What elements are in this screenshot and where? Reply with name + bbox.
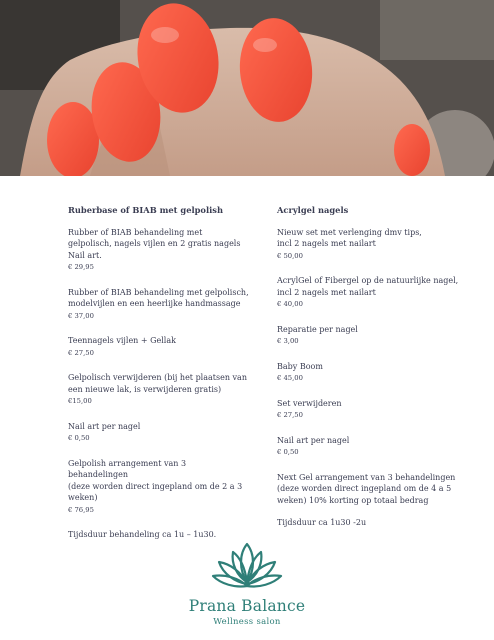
treatment-price: € 0,50: [68, 434, 90, 442]
price-item: [68, 335, 268, 359]
treatment-name: Nail art per nagel: [68, 421, 141, 431]
price-item: [277, 324, 477, 348]
brand-tagline: Wellness salon: [213, 617, 281, 627]
treatment-price: € 45,00: [277, 374, 303, 382]
section-heading: Ruberbase of BIAB met gelpolish: [68, 205, 223, 215]
treatment-name: Reparatie per nagel: [277, 324, 358, 334]
treatment-price: € 27,50: [68, 348, 94, 357]
nail-shape: [394, 124, 430, 176]
price-item: [277, 361, 477, 385]
hero-photo: [0, 0, 494, 176]
price-item: [277, 275, 477, 311]
price-item: [277, 227, 477, 263]
treatment-price: € 37,00: [68, 311, 94, 320]
treatment-name: Baby Boom: [277, 361, 323, 371]
treatment-name: Rubber of BIAB behandeling met gelpolisch, nagels vijlen en 2 gratis nagels Nail art.: [68, 227, 241, 260]
treatment-name: Next Gel arrangement van 3 behandelingen (deze worden direct ingepland om de 4 a 5 weken) 10% korting op totaal bedrag: [277, 472, 456, 505]
treatment-name: Set verwijderen: [277, 398, 342, 408]
price-item: [68, 421, 268, 445]
treatment-price: € 0,50: [277, 448, 299, 456]
treatment-price: € 29,95: [68, 263, 94, 271]
treatment-price: € 27,50: [277, 411, 303, 419]
treatment-name: AcrylGel of Fibergel op de natuurlijke nagel, incl 2 nagels met nailart: [277, 276, 459, 297]
treatment-price: €15,00: [68, 397, 92, 405]
price-item: [68, 287, 268, 323]
treatment-price: € 40,00: [277, 300, 303, 308]
treatment-name: Nail art per nagel: [277, 435, 350, 445]
lotus-icon: [211, 538, 283, 594]
price-item: [277, 435, 477, 459]
price-item: [68, 372, 268, 408]
price-item: [277, 398, 477, 422]
duration-note: Tijdsduur ca 1u30 -2u: [277, 518, 367, 527]
treatment-name: Rubber of BIAB behandeling met gelpolisch, modelvijlen en een heerlijke handmassage: [68, 287, 249, 308]
treatment-name: Gelpolish arrangement van 3 behandelingen (deze worden direct ingepland om de 2 a 3 weken): [68, 458, 243, 502]
biab-price-column: [68, 205, 268, 541]
treatment-name: Nieuw set met verlenging dmv tips, incl 2 nagels met nailart: [277, 227, 422, 248]
hand-nails-illustration: [0, 0, 494, 176]
treatment-price: € 3,00: [277, 337, 299, 345]
nail-shape: [47, 102, 99, 176]
price-item: [68, 458, 268, 517]
treatment-price: € 50,00: [277, 251, 303, 260]
treatment-price: € 76,95: [68, 505, 94, 514]
treatment-name: Gelpolisch verwijderen (bij het plaatsen van een nieuwe lak, is verwijderen gratis): [68, 373, 247, 394]
price-item: [277, 472, 477, 507]
section-heading: Acrylgel nagels: [277, 205, 349, 215]
treatment-name: Teennagels vijlen + Gellak: [68, 336, 176, 345]
duration-note: Tijdsduur behandeling ca 1u – 1u30.: [68, 530, 217, 539]
price-item: [68, 227, 268, 274]
brand-name: Prana Balance: [188, 597, 306, 615]
acrylgel-price-column: [277, 205, 477, 529]
